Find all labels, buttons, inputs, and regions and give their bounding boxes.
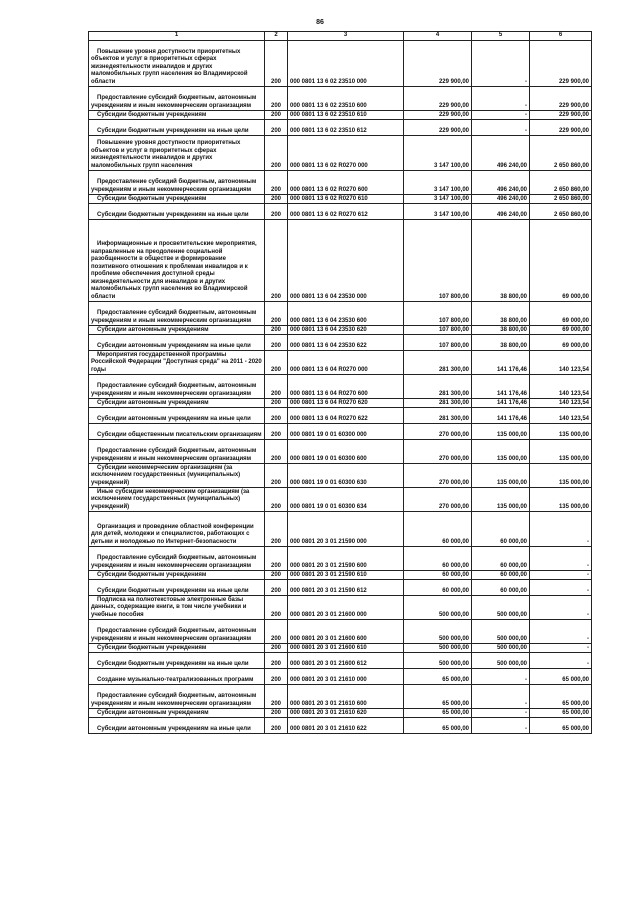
row-name-cell xyxy=(89,136,265,171)
table-row xyxy=(89,571,592,580)
row-code-cell: 200 xyxy=(265,440,288,464)
row-kbk-cell: 000 0801 20 3 01 21610 000 xyxy=(288,669,404,685)
row-regional-cell: 69 000,00 xyxy=(530,220,592,302)
row-name-cell xyxy=(89,351,265,375)
row-code-cell: 200 xyxy=(265,351,288,375)
column-header: 5 xyxy=(472,32,530,41)
row-code-cell: 200 xyxy=(265,120,288,136)
row-regional-cell: - xyxy=(530,571,592,580)
row-code-cell: 200 xyxy=(265,547,288,571)
row-kbk-cell: 000 0801 20 3 01 21610 622 xyxy=(288,718,404,734)
row-regional-cell: - xyxy=(530,620,592,644)
row-regional-cell: - xyxy=(530,512,592,547)
row-federal-cell: - xyxy=(472,718,530,734)
row-regional-cell: 2 650 860,00 xyxy=(530,204,592,220)
table-row xyxy=(89,111,592,120)
row-total-cell: 65 000,00 xyxy=(404,669,472,685)
row-regional-cell: 65 000,00 xyxy=(530,685,592,709)
row-regional-cell: 69 000,00 xyxy=(530,326,592,335)
row-total-cell: 65 000,00 xyxy=(404,709,472,718)
row-regional-cell: - xyxy=(530,596,592,620)
row-name-cell xyxy=(89,375,265,399)
row-regional-cell: - xyxy=(530,547,592,571)
row-kbk-cell: 000 0801 19 0 01 60300 634 xyxy=(288,488,404,512)
row-code-cell: 200 xyxy=(265,644,288,653)
table-row xyxy=(89,669,592,685)
row-total-cell: 229 900,00 xyxy=(404,87,472,111)
row-name-text: Субсидии бюджетным учреждениям на иные цели xyxy=(97,660,249,667)
row-name-cell xyxy=(89,571,265,580)
row-name-cell xyxy=(89,220,265,302)
row-federal-cell: 60 000,00 xyxy=(472,571,530,580)
table-row xyxy=(89,375,592,399)
row-kbk-cell: 000 0801 13 6 04 R0270 000 xyxy=(288,351,404,375)
row-name-text: Организация и проведение областной конференции для детей, молодежи и специалистов, работающих с детьми и молодежью по Интернет-безопасности xyxy=(91,523,254,545)
row-total-cell: 270 000,00 xyxy=(404,464,472,488)
row-kbk-cell: 000 0801 13 6 04 23530 600 xyxy=(288,302,404,326)
row-name-cell xyxy=(89,644,265,653)
row-code-cell: 200 xyxy=(265,512,288,547)
row-federal-cell: - xyxy=(472,111,530,120)
row-code-cell: 200 xyxy=(265,204,288,220)
row-kbk-cell: 000 0801 20 3 01 21590 610 xyxy=(288,571,404,580)
row-regional-cell: 229 900,00 xyxy=(530,120,592,136)
row-federal-cell: - xyxy=(472,41,530,87)
row-total-cell: 60 000,00 xyxy=(404,512,472,547)
row-name-text: Повышение уровня доступности приоритетных объектов и услуг в приоритетных сферах жизнедеятельности инвалидов и других маломобильных групп населения xyxy=(91,140,241,169)
page-number: 86 xyxy=(316,19,324,26)
table-row xyxy=(89,204,592,220)
table-row xyxy=(89,326,592,335)
row-name-cell xyxy=(89,195,265,204)
row-kbk-cell: 000 0801 13 6 04 23530 622 xyxy=(288,335,404,351)
row-regional-cell: 2 650 860,00 xyxy=(530,171,592,195)
row-code-cell: 200 xyxy=(265,718,288,734)
row-name-text: Субсидии автономным учреждениям на иные цели xyxy=(97,342,251,349)
row-total-cell: 3 147 100,00 xyxy=(404,171,472,195)
row-total-cell: 60 000,00 xyxy=(404,547,472,571)
row-total-cell: 107 800,00 xyxy=(404,335,472,351)
row-regional-cell: 140 123,54 xyxy=(530,375,592,399)
row-name-cell xyxy=(89,547,265,571)
row-total-cell: 229 900,00 xyxy=(404,120,472,136)
row-federal-cell: 60 000,00 xyxy=(472,547,530,571)
budget-table-container xyxy=(88,31,591,734)
row-total-cell: 281 300,00 xyxy=(404,399,472,408)
row-federal-cell: - xyxy=(472,120,530,136)
budget-table xyxy=(88,31,592,734)
column-header: 4 xyxy=(404,32,472,41)
row-name-text: Субсидии бюджетным учреждениям на иные цели xyxy=(97,211,249,218)
table-row xyxy=(89,87,592,111)
row-code-cell: 200 xyxy=(265,195,288,204)
row-total-cell: 60 000,00 xyxy=(404,580,472,596)
row-name-text: Повышение уровня доступности приоритетных объектов и услуг в приоритетных сферах жизнедеятельности инвалидов и других маломобильных групп населения во Владимирской области xyxy=(91,48,248,85)
column-header: 2 xyxy=(265,32,288,41)
row-regional-cell: 135 000,00 xyxy=(530,440,592,464)
row-name-text: Субсидии автономным учреждениям xyxy=(97,709,209,716)
row-federal-cell: 496 240,00 xyxy=(472,171,530,195)
row-kbk-cell: 000 0801 13 6 02 23510 612 xyxy=(288,120,404,136)
row-total-cell: 229 900,00 xyxy=(404,41,472,87)
row-total-cell: 3 147 100,00 xyxy=(404,195,472,204)
row-regional-cell: - xyxy=(530,580,592,596)
row-regional-cell: 140 123,54 xyxy=(530,408,592,424)
row-federal-cell: 38 800,00 xyxy=(472,220,530,302)
row-total-cell: 229 900,00 xyxy=(404,111,472,120)
row-federal-cell: 496 240,00 xyxy=(472,136,530,171)
row-total-cell: 270 000,00 xyxy=(404,440,472,464)
row-regional-cell: 69 000,00 xyxy=(530,302,592,326)
table-body xyxy=(89,41,592,734)
row-name-text: Предоставление субсидий бюджетным, автономным учреждениям и иным некоммерческим организациям xyxy=(91,95,257,109)
row-regional-cell: 135 000,00 xyxy=(530,488,592,512)
row-name-text: Предоставление субсидий бюджетным, автономным учреждениям и иным некоммерческим организациям xyxy=(91,448,257,462)
row-name-cell xyxy=(89,488,265,512)
row-total-cell: 281 300,00 xyxy=(404,408,472,424)
row-name-text: Предоставление субсидий бюджетным, автономным учреждениям и иным некоммерческим организациям xyxy=(91,310,257,324)
table-row xyxy=(89,512,592,547)
row-federal-cell: - xyxy=(472,709,530,718)
row-federal-cell: 500 000,00 xyxy=(472,620,530,644)
table-row xyxy=(89,685,592,709)
row-kbk-cell: 000 0801 19 0 01 60300 630 xyxy=(288,464,404,488)
row-name-cell xyxy=(89,120,265,136)
row-federal-cell: 141 176,46 xyxy=(472,351,530,375)
table-row xyxy=(89,596,592,620)
row-federal-cell: 500 000,00 xyxy=(472,644,530,653)
table-row xyxy=(89,580,592,596)
column-header: 3 xyxy=(288,32,404,41)
row-name-text: Субсидии автономным учреждениям xyxy=(97,399,209,406)
row-code-cell: 200 xyxy=(265,375,288,399)
row-name-text: Предоставление субсидий бюджетным, автономным учреждениям и иным некоммерческим организациям xyxy=(91,693,257,707)
row-federal-cell: 496 240,00 xyxy=(472,195,530,204)
row-name-cell xyxy=(89,87,265,111)
row-name-cell xyxy=(89,335,265,351)
table-row xyxy=(89,335,592,351)
row-total-cell: 60 000,00 xyxy=(404,571,472,580)
row-name-text: Предоставление субсидий бюджетным, автономным учреждениям и иным некоммерческим организациям xyxy=(91,383,257,397)
row-federal-cell: 135 000,00 xyxy=(472,440,530,464)
table-header-row xyxy=(89,32,592,41)
row-regional-cell: 65 000,00 xyxy=(530,669,592,685)
row-kbk-cell: 000 0801 13 6 02 R0270 600 xyxy=(288,171,404,195)
row-name-cell xyxy=(89,204,265,220)
row-name-text: Информационные и просветительские мероприятия, направленные на преодоление социальной разобщенности в обществе и формирование позитивного отношения к проблемам инвалидов и к проблеме обеспечения доступной среды жизнедеятельности для инвалидов и других маломобильных групп населения во Владимирской области xyxy=(91,241,257,300)
row-code-cell: 200 xyxy=(265,580,288,596)
row-total-cell: 107 800,00 xyxy=(404,302,472,326)
row-name-cell xyxy=(89,464,265,488)
row-total-cell: 281 300,00 xyxy=(404,375,472,399)
row-kbk-cell: 000 0801 13 6 02 23510 600 xyxy=(288,87,404,111)
row-total-cell: 500 000,00 xyxy=(404,644,472,653)
row-name-cell xyxy=(89,709,265,718)
row-name-text: Субсидии автономным учреждениям на иные цели xyxy=(97,725,251,732)
table-row xyxy=(89,195,592,204)
row-kbk-cell: 000 0801 20 3 01 21610 600 xyxy=(288,685,404,709)
row-regional-cell: 65 000,00 xyxy=(530,718,592,734)
column-header: 1 xyxy=(89,32,265,41)
row-regional-cell: 229 900,00 xyxy=(530,111,592,120)
row-regional-cell: 65 000,00 xyxy=(530,709,592,718)
row-kbk-cell: 000 0801 20 3 01 21590 612 xyxy=(288,580,404,596)
table-row xyxy=(89,620,592,644)
row-code-cell: 200 xyxy=(265,669,288,685)
row-total-cell: 107 800,00 xyxy=(404,326,472,335)
row-federal-cell: 141 176,46 xyxy=(472,375,530,399)
table-row xyxy=(89,644,592,653)
row-federal-cell: 60 000,00 xyxy=(472,580,530,596)
row-name-text: Субсидии бюджетным учреждениям xyxy=(97,195,207,202)
table-row xyxy=(89,718,592,734)
row-regional-cell: - xyxy=(530,644,592,653)
row-federal-cell: 141 176,46 xyxy=(472,399,530,408)
row-code-cell: 200 xyxy=(265,87,288,111)
row-federal-cell: 496 240,00 xyxy=(472,204,530,220)
row-kbk-cell: 000 0801 13 6 02 R0270 612 xyxy=(288,204,404,220)
row-kbk-cell: 000 0801 13 6 02 23510 610 xyxy=(288,111,404,120)
row-name-text: Субсидии бюджетным учреждениям xyxy=(97,571,207,578)
row-kbk-cell: 000 0801 13 6 04 23530 000 xyxy=(288,220,404,302)
row-federal-cell: 500 000,00 xyxy=(472,653,530,669)
table-row xyxy=(89,136,592,171)
row-kbk-cell: 000 0801 13 6 04 R0270 620 xyxy=(288,399,404,408)
row-federal-cell: 38 800,00 xyxy=(472,335,530,351)
row-code-cell: 200 xyxy=(265,335,288,351)
row-code-cell: 200 xyxy=(265,171,288,195)
row-regional-cell: 2 650 860,00 xyxy=(530,136,592,171)
row-total-cell: 281 300,00 xyxy=(404,351,472,375)
row-name-cell xyxy=(89,512,265,547)
row-name-text: Субсидии автономным учреждениям на иные цели xyxy=(97,415,251,422)
row-code-cell: 200 xyxy=(265,464,288,488)
row-total-cell: 3 147 100,00 xyxy=(404,136,472,171)
row-kbk-cell: 000 0801 20 3 01 21600 612 xyxy=(288,653,404,669)
row-code-cell: 200 xyxy=(265,302,288,326)
row-name-text: Субсидии общественным писательским организациям xyxy=(97,431,262,438)
row-code-cell: 200 xyxy=(265,685,288,709)
row-name-text: Субсидии бюджетным учреждениям xyxy=(97,644,207,651)
row-name-text: Подписка на полнотекстовые электронные базы данных, содержащие книги, в том числе учебники и учебные пособия xyxy=(91,596,247,618)
table-row xyxy=(89,171,592,195)
row-total-cell: 270 000,00 xyxy=(404,424,472,440)
row-federal-cell: - xyxy=(472,669,530,685)
row-kbk-cell: 000 0801 20 3 01 21600 600 xyxy=(288,620,404,644)
row-name-text: Предоставление субсидий бюджетным, автономным учреждениям и иным некоммерческим организациям xyxy=(91,179,257,193)
row-code-cell: 200 xyxy=(265,220,288,302)
row-name-text: Субсидии автономным учреждениям xyxy=(97,326,209,333)
row-federal-cell: 141 176,46 xyxy=(472,408,530,424)
row-kbk-cell: 000 0801 20 3 01 21590 000 xyxy=(288,512,404,547)
row-name-text: Субсидии бюджетным учреждениям на иные цели xyxy=(97,587,249,594)
row-total-cell: 3 147 100,00 xyxy=(404,204,472,220)
row-total-cell: 500 000,00 xyxy=(404,653,472,669)
table-row xyxy=(89,488,592,512)
row-code-cell: 200 xyxy=(265,620,288,644)
table-row xyxy=(89,120,592,136)
row-federal-cell: 135 000,00 xyxy=(472,424,530,440)
table-row xyxy=(89,220,592,302)
table-row xyxy=(89,302,592,326)
table-row xyxy=(89,653,592,669)
row-code-cell: 200 xyxy=(265,399,288,408)
row-federal-cell: - xyxy=(472,685,530,709)
row-total-cell: 270 000,00 xyxy=(404,488,472,512)
table-row xyxy=(89,351,592,375)
row-federal-cell: 135 000,00 xyxy=(472,464,530,488)
row-kbk-cell: 000 0801 19 0 01 60300 000 xyxy=(288,424,404,440)
row-name-cell xyxy=(89,111,265,120)
row-kbk-cell: 000 0801 20 3 01 21600 610 xyxy=(288,644,404,653)
row-code-cell: 200 xyxy=(265,111,288,120)
row-name-cell xyxy=(89,580,265,596)
row-federal-cell: 60 000,00 xyxy=(472,512,530,547)
row-name-cell xyxy=(89,653,265,669)
row-kbk-cell: 000 0801 20 3 01 21600 000 xyxy=(288,596,404,620)
row-federal-cell: 135 000,00 xyxy=(472,488,530,512)
table-row xyxy=(89,399,592,408)
column-header: 6 xyxy=(530,32,592,41)
row-federal-cell: 500 000,00 xyxy=(472,596,530,620)
row-kbk-cell: 000 0801 13 6 04 R0270 622 xyxy=(288,408,404,424)
row-kbk-cell: 000 0801 20 3 01 21590 600 xyxy=(288,547,404,571)
row-name-text: Мероприятия государственной программы Российской Федерации "Доступная среда" на 2011 - 2020 годы xyxy=(91,351,262,373)
row-code-cell: 200 xyxy=(265,326,288,335)
table-row xyxy=(89,408,592,424)
row-name-cell xyxy=(89,424,265,440)
row-regional-cell: 229 900,00 xyxy=(530,41,592,87)
table-row xyxy=(89,424,592,440)
row-federal-cell: 38 800,00 xyxy=(472,302,530,326)
row-kbk-cell: 000 0801 13 6 02 23510 000 xyxy=(288,41,404,87)
row-total-cell: 500 000,00 xyxy=(404,596,472,620)
table-row xyxy=(89,709,592,718)
row-name-text: Субсидии некоммерческим организациям (за исключением государственных (муниципальных) учреждений) xyxy=(91,464,241,486)
row-name-text: Предоставление субсидий бюджетным, автономным учреждениям и иным некоммерческим организациям xyxy=(91,555,257,569)
row-regional-cell: 140 123,54 xyxy=(530,399,592,408)
row-code-cell: 200 xyxy=(265,424,288,440)
row-kbk-cell: 000 0801 13 6 02 R0270 000 xyxy=(288,136,404,171)
row-code-cell: 200 xyxy=(265,709,288,718)
row-name-cell xyxy=(89,171,265,195)
row-federal-cell: - xyxy=(472,87,530,111)
row-name-cell xyxy=(89,302,265,326)
row-total-cell: 65 000,00 xyxy=(404,718,472,734)
row-kbk-cell: 000 0801 13 6 04 23530 620 xyxy=(288,326,404,335)
row-code-cell: 200 xyxy=(265,136,288,171)
row-code-cell: 200 xyxy=(265,408,288,424)
row-regional-cell: 140 123,54 xyxy=(530,351,592,375)
row-kbk-cell: 000 0801 13 6 02 R0270 610 xyxy=(288,195,404,204)
row-name-cell xyxy=(89,41,265,87)
row-regional-cell: 135 000,00 xyxy=(530,464,592,488)
row-name-text: Иные субсидии некоммерческим организациям (за исключением государственных (муниципальных) учреждений) xyxy=(91,488,250,510)
row-name-cell xyxy=(89,718,265,734)
row-regional-cell: 69 000,00 xyxy=(530,335,592,351)
row-code-cell: 200 xyxy=(265,653,288,669)
row-code-cell: 200 xyxy=(265,41,288,87)
row-kbk-cell: 000 0801 19 0 01 60300 600 xyxy=(288,440,404,464)
row-name-cell xyxy=(89,399,265,408)
row-total-cell: 500 000,00 xyxy=(404,620,472,644)
row-name-cell xyxy=(89,620,265,644)
row-name-text: Субсидии бюджетным учреждениям xyxy=(97,111,207,118)
row-regional-cell: - xyxy=(530,653,592,669)
row-regional-cell: 2 650 860,00 xyxy=(530,195,592,204)
row-code-cell: 200 xyxy=(265,571,288,580)
row-federal-cell: 38 800,00 xyxy=(472,326,530,335)
row-code-cell: 200 xyxy=(265,488,288,512)
row-code-cell: 200 xyxy=(265,596,288,620)
table-row xyxy=(89,41,592,87)
row-total-cell: 107 800,00 xyxy=(404,220,472,302)
row-kbk-cell: 000 0801 20 3 01 21610 620 xyxy=(288,709,404,718)
row-name-cell xyxy=(89,596,265,620)
row-name-cell xyxy=(89,326,265,335)
table-row xyxy=(89,547,592,571)
row-name-cell xyxy=(89,685,265,709)
table-row xyxy=(89,440,592,464)
row-regional-cell: 135 000,00 xyxy=(530,424,592,440)
row-name-cell xyxy=(89,408,265,424)
row-name-text: Создание музыкально-театрализованных программ xyxy=(97,676,254,683)
row-name-text: Субсидии бюджетным учреждениям на иные цели xyxy=(97,127,249,134)
table-row xyxy=(89,464,592,488)
row-name-cell xyxy=(89,440,265,464)
row-name-cell xyxy=(89,669,265,685)
row-name-text: Предоставление субсидий бюджетным, автономным учреждениям и иным некоммерческим организациям xyxy=(91,628,257,642)
row-regional-cell: 229 900,00 xyxy=(530,87,592,111)
row-total-cell: 65 000,00 xyxy=(404,685,472,709)
row-kbk-cell: 000 0801 13 6 04 R0270 600 xyxy=(288,375,404,399)
